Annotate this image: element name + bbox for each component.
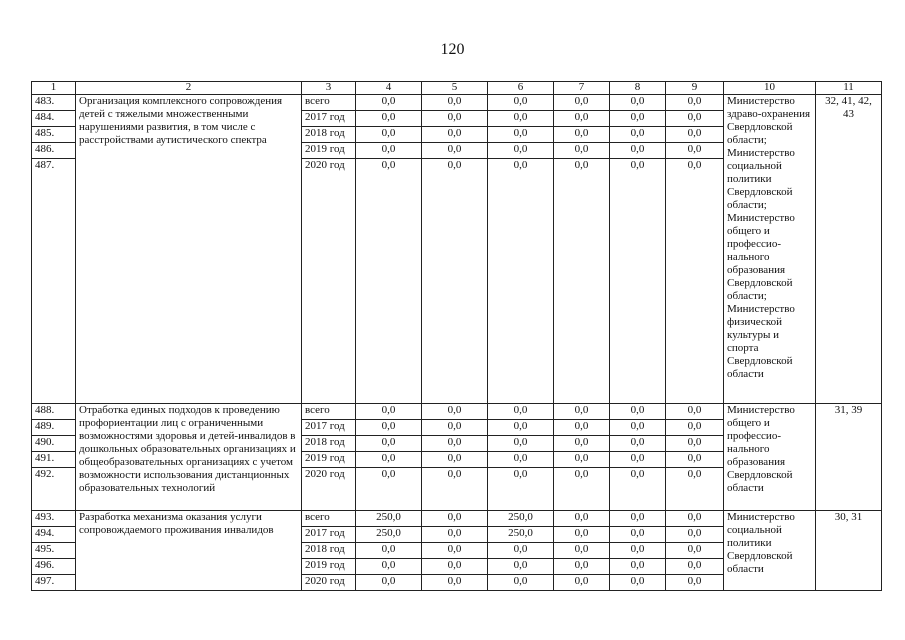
funding-value-cell: 0,0 bbox=[554, 111, 610, 127]
funding-value-cell: 0,0 bbox=[488, 143, 554, 159]
funding-value-cell: 0,0 bbox=[356, 143, 422, 159]
period-cell: 2017 год bbox=[302, 111, 356, 127]
table-row bbox=[32, 404, 882, 420]
funding-value-cell: 0,0 bbox=[554, 452, 610, 468]
funding-value-cell: 0,0 bbox=[488, 420, 554, 436]
funding-value-cell: 0,0 bbox=[488, 404, 554, 420]
funding-value-cell: 0,0 bbox=[422, 127, 488, 143]
funding-value-cell: 0,0 bbox=[554, 575, 610, 591]
funding-value-cell: 0,0 bbox=[666, 468, 724, 511]
table-row bbox=[32, 511, 882, 527]
period-cell: 2020 год bbox=[302, 468, 356, 511]
funding-value-cell: 0,0 bbox=[610, 111, 666, 127]
funding-value-cell: 250,0 bbox=[356, 527, 422, 543]
funding-value-cell: 0,0 bbox=[488, 543, 554, 559]
executor-cell: Министерство здраво-охранения Свердловской области; Министерство социальной политики Свердловской области; Министерство общего и профессио-нального образования Свердловской области; Министерство физической культуры и спорта Свердловской области bbox=[724, 95, 816, 404]
funding-value-cell: 0,0 bbox=[666, 95, 724, 111]
table-body bbox=[32, 95, 882, 591]
funding-value-cell: 0,0 bbox=[666, 127, 724, 143]
funding-value-cell: 0,0 bbox=[666, 404, 724, 420]
funding-value-cell: 0,0 bbox=[610, 543, 666, 559]
column-header: 6 bbox=[488, 82, 554, 95]
funding-value-cell: 0,0 bbox=[610, 468, 666, 511]
funding-value-cell: 0,0 bbox=[554, 527, 610, 543]
row-number: 491. bbox=[32, 452, 76, 468]
row-number: 490. bbox=[32, 436, 76, 452]
column-header: 9 bbox=[666, 82, 724, 95]
funding-value-cell: 0,0 bbox=[356, 404, 422, 420]
executor-cell: Министерство социальной политики Свердловской области bbox=[724, 511, 816, 591]
funding-value-cell: 0,0 bbox=[610, 559, 666, 575]
funding-value-cell: 0,0 bbox=[488, 468, 554, 511]
period-cell: 2018 год bbox=[302, 436, 356, 452]
funding-value-cell: 0,0 bbox=[610, 127, 666, 143]
funding-value-cell: 0,0 bbox=[610, 575, 666, 591]
funding-value-cell: 0,0 bbox=[554, 143, 610, 159]
column-header: 7 bbox=[554, 82, 610, 95]
funding-value-cell: 0,0 bbox=[422, 511, 488, 527]
period-cell: 2019 год bbox=[302, 143, 356, 159]
funding-value-cell: 0,0 bbox=[610, 527, 666, 543]
period-cell: 2017 год bbox=[302, 420, 356, 436]
column-header-row bbox=[32, 82, 882, 95]
funding-value-cell: 0,0 bbox=[554, 159, 610, 404]
funding-value-cell: 0,0 bbox=[554, 436, 610, 452]
funding-value-cell: 0,0 bbox=[422, 559, 488, 575]
funding-value-cell: 0,0 bbox=[422, 575, 488, 591]
funding-value-cell: 0,0 bbox=[422, 527, 488, 543]
funding-value-cell: 250,0 bbox=[488, 511, 554, 527]
funding-value-cell: 0,0 bbox=[554, 543, 610, 559]
program-table bbox=[31, 81, 882, 591]
column-header: 2 bbox=[76, 82, 302, 95]
funding-value-cell: 0,0 bbox=[422, 543, 488, 559]
row-number: 493. bbox=[32, 511, 76, 527]
funding-value-cell: 0,0 bbox=[610, 420, 666, 436]
funding-value-cell: 0,0 bbox=[554, 127, 610, 143]
column-header: 8 bbox=[610, 82, 666, 95]
row-number: 494. bbox=[32, 527, 76, 543]
funding-value-cell: 0,0 bbox=[666, 436, 724, 452]
funding-value-cell: 0,0 bbox=[610, 95, 666, 111]
target-indicators-cell: 32, 41, 42, 43 bbox=[816, 95, 882, 404]
funding-value-cell: 0,0 bbox=[422, 95, 488, 111]
funding-value-cell: 0,0 bbox=[666, 527, 724, 543]
funding-value-cell: 0,0 bbox=[488, 95, 554, 111]
executor-cell: Министерство общего и профессио-нального образования Свердловской области bbox=[724, 404, 816, 511]
row-number: 484. bbox=[32, 111, 76, 127]
funding-value-cell: 0,0 bbox=[356, 159, 422, 404]
funding-value-cell: 0,0 bbox=[666, 111, 724, 127]
period-cell: всего bbox=[302, 404, 356, 420]
funding-value-cell: 0,0 bbox=[610, 436, 666, 452]
funding-value-cell: 0,0 bbox=[356, 436, 422, 452]
funding-value-cell: 0,0 bbox=[666, 559, 724, 575]
funding-value-cell: 0,0 bbox=[554, 95, 610, 111]
activity-description: Разработка механизма оказания услуги сопровождаемого проживания инвалидов bbox=[76, 511, 302, 591]
row-number: 487. bbox=[32, 159, 76, 404]
row-number: 483. bbox=[32, 95, 76, 111]
activity-description: Отработка единых подходов к проведению профориентации лиц с ограниченными возможностями здоровья и детей-инвалидов в дошкольных образовательных организациях и общеобразовательных организациях с учетом возможности использования дистанционных образовательных технологий bbox=[76, 404, 302, 511]
period-cell: всего bbox=[302, 511, 356, 527]
funding-value-cell: 0,0 bbox=[422, 420, 488, 436]
funding-value-cell: 0,0 bbox=[666, 143, 724, 159]
funding-value-cell: 0,0 bbox=[554, 404, 610, 420]
period-cell: 2018 год bbox=[302, 543, 356, 559]
row-number: 496. bbox=[32, 559, 76, 575]
funding-value-cell: 0,0 bbox=[488, 127, 554, 143]
period-cell: 2019 год bbox=[302, 452, 356, 468]
funding-value-cell: 0,0 bbox=[422, 404, 488, 420]
funding-value-cell: 0,0 bbox=[356, 559, 422, 575]
funding-value-cell: 0,0 bbox=[666, 452, 724, 468]
funding-value-cell: 0,0 bbox=[488, 436, 554, 452]
funding-value-cell: 0,0 bbox=[666, 159, 724, 404]
funding-value-cell: 0,0 bbox=[422, 452, 488, 468]
funding-value-cell: 0,0 bbox=[356, 468, 422, 511]
period-cell: всего bbox=[302, 95, 356, 111]
column-header: 11 bbox=[816, 82, 882, 95]
page-number: 120 bbox=[440, 41, 465, 58]
funding-value-cell: 0,0 bbox=[666, 543, 724, 559]
funding-value-cell: 0,0 bbox=[356, 127, 422, 143]
funding-value-cell: 0,0 bbox=[488, 111, 554, 127]
row-number: 495. bbox=[32, 543, 76, 559]
funding-value-cell: 0,0 bbox=[356, 111, 422, 127]
funding-value-cell: 0,0 bbox=[610, 452, 666, 468]
funding-value-cell: 0,0 bbox=[610, 404, 666, 420]
funding-value-cell: 0,0 bbox=[666, 575, 724, 591]
row-number: 485. bbox=[32, 127, 76, 143]
funding-value-cell: 0,0 bbox=[488, 159, 554, 404]
funding-value-cell: 0,0 bbox=[610, 511, 666, 527]
funding-value-cell: 0,0 bbox=[554, 420, 610, 436]
funding-value-cell: 0,0 bbox=[666, 511, 724, 527]
column-header: 4 bbox=[356, 82, 422, 95]
funding-value-cell: 0,0 bbox=[356, 420, 422, 436]
funding-value-cell: 0,0 bbox=[610, 143, 666, 159]
row-number: 492. bbox=[32, 468, 76, 511]
row-number: 488. bbox=[32, 404, 76, 420]
period-cell: 2019 год bbox=[302, 559, 356, 575]
period-cell: 2017 год bbox=[302, 527, 356, 543]
period-cell: 2020 год bbox=[302, 159, 356, 404]
funding-value-cell: 0,0 bbox=[422, 111, 488, 127]
funding-value-cell: 0,0 bbox=[422, 468, 488, 511]
period-cell: 2020 год bbox=[302, 575, 356, 591]
column-header: 3 bbox=[302, 82, 356, 95]
funding-value-cell: 0,0 bbox=[554, 511, 610, 527]
funding-value-cell: 0,0 bbox=[356, 452, 422, 468]
funding-value-cell: 250,0 bbox=[488, 527, 554, 543]
target-indicators-cell: 31, 39 bbox=[816, 404, 882, 511]
funding-value-cell: 0,0 bbox=[554, 468, 610, 511]
funding-value-cell: 0,0 bbox=[422, 436, 488, 452]
funding-value-cell: 0,0 bbox=[422, 159, 488, 404]
period-cell: 2018 год bbox=[302, 127, 356, 143]
funding-value-cell: 0,0 bbox=[666, 420, 724, 436]
funding-value-cell: 0,0 bbox=[488, 452, 554, 468]
table-row bbox=[32, 95, 882, 111]
funding-value-cell: 0,0 bbox=[488, 559, 554, 575]
column-header: 1 bbox=[32, 82, 76, 95]
funding-value-cell: 250,0 bbox=[356, 511, 422, 527]
column-header: 10 bbox=[724, 82, 816, 95]
funding-value-cell: 0,0 bbox=[356, 543, 422, 559]
activity-description: Организация комплексного сопровождения детей с тяжелыми множественными нарушениями развития, в том числе с расстройствами аутистического спектра bbox=[76, 95, 302, 404]
row-number: 497. bbox=[32, 575, 76, 591]
funding-value-cell: 0,0 bbox=[610, 159, 666, 404]
row-number: 486. bbox=[32, 143, 76, 159]
funding-value-cell: 0,0 bbox=[356, 95, 422, 111]
row-number: 489. bbox=[32, 420, 76, 436]
column-header: 5 bbox=[422, 82, 488, 95]
funding-value-cell: 0,0 bbox=[422, 143, 488, 159]
funding-value-cell: 0,0 bbox=[356, 575, 422, 591]
funding-value-cell: 0,0 bbox=[488, 575, 554, 591]
target-indicators-cell: 30, 31 bbox=[816, 511, 882, 591]
funding-value-cell: 0,0 bbox=[554, 559, 610, 575]
